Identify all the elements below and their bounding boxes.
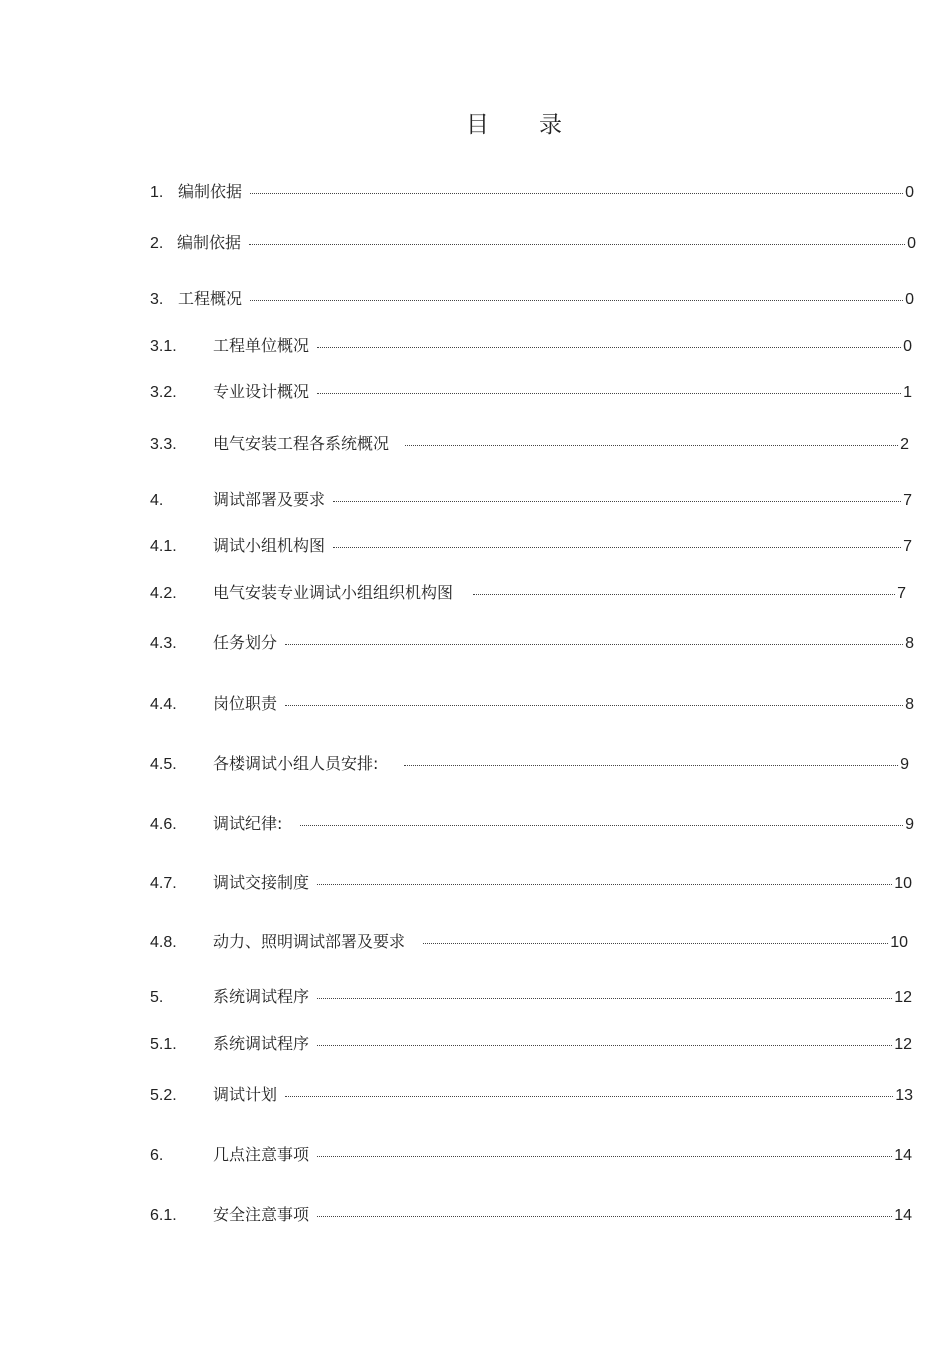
toc-entry[interactable] (150, 1034, 912, 1055)
toc-number: 6.1. (150, 1207, 177, 1224)
toc-entry[interactable] (150, 633, 914, 654)
toc-entry[interactable] (150, 336, 912, 357)
toc-number: 3. (150, 291, 164, 308)
toc-label: 编制依据 (177, 233, 242, 252)
toc-label: 动力、照明调试部署及要求 (213, 932, 406, 951)
toc-label: 调试交接制度 (213, 873, 310, 892)
toc-number: 1. (150, 184, 164, 201)
toc-page-number: 7 (897, 585, 906, 602)
toc-page-number: 8 (905, 696, 914, 713)
toc-page-number: 7 (903, 492, 912, 509)
toc-number: 2. (150, 235, 164, 252)
toc-entry[interactable] (150, 434, 909, 455)
dot-leader (317, 1156, 892, 1157)
dot-leader (317, 884, 892, 885)
toc-label: 系统调试程序 (213, 987, 310, 1006)
dot-leader (473, 594, 895, 595)
toc-number: 4.2. (150, 585, 177, 602)
toc-label: 各楼调试小组人员安排: (213, 754, 379, 773)
toc-number: 4.3. (150, 635, 177, 652)
toc-page-number: 7 (903, 538, 912, 555)
dot-leader (423, 943, 888, 944)
dot-leader (333, 501, 901, 502)
toc-page-number: 0 (905, 291, 914, 308)
toc-entry[interactable] (150, 987, 912, 1008)
toc-label: 调试小组机构图 (213, 536, 326, 555)
toc-entry[interactable] (150, 1085, 913, 1106)
toc-page-number: 14 (894, 1147, 912, 1164)
toc-entry[interactable] (150, 382, 912, 403)
toc-entry[interactable] (150, 583, 906, 604)
toc-page-number: 10 (890, 934, 908, 951)
toc-number: 4.6. (150, 816, 177, 833)
dot-leader (249, 244, 905, 245)
toc-page-number: 0 (907, 235, 916, 252)
dot-leader (300, 825, 903, 826)
dot-leader (405, 445, 898, 446)
toc-label: 专业设计概况 (213, 382, 310, 401)
toc-number: 5.2. (150, 1087, 177, 1104)
dot-leader (404, 765, 898, 766)
toc-entry[interactable] (150, 932, 908, 953)
toc-number: 3.3. (150, 436, 177, 453)
toc-label: 工程单位概况 (213, 336, 310, 355)
dot-leader (317, 1045, 892, 1046)
toc-number: 5.1. (150, 1036, 177, 1053)
toc-entry[interactable] (150, 490, 912, 511)
toc-label: 安全注意事项 (213, 1205, 310, 1224)
dot-leader (317, 1216, 892, 1217)
toc-entry[interactable] (150, 873, 912, 894)
dot-leader (285, 644, 903, 645)
dot-leader (317, 347, 901, 348)
toc-label: 工程概况 (178, 289, 243, 308)
toc-label: 电气安装工程各系统概况 (213, 434, 390, 453)
toc-page-number: 2 (900, 436, 909, 453)
toc-entry[interactable] (150, 289, 914, 310)
toc-number: 3.2. (150, 384, 177, 401)
toc-page-number: 1 (903, 384, 912, 401)
toc-page-number: 0 (903, 338, 912, 355)
dot-leader (333, 547, 901, 548)
toc-number: 4.4. (150, 696, 177, 713)
toc-number: 4. (150, 492, 164, 509)
toc-entry[interactable] (150, 536, 912, 557)
toc-page-number: 12 (894, 1036, 912, 1053)
page-title (0, 106, 950, 139)
toc-label: 任务划分 (213, 633, 278, 652)
toc-page-number: 9 (905, 816, 914, 833)
toc-label: 调试计划 (213, 1085, 278, 1104)
title-char-1: 目 (466, 112, 491, 138)
dot-leader (250, 300, 903, 301)
toc-page-number: 10 (894, 875, 912, 892)
toc-number: 5. (150, 989, 164, 1006)
toc-label: 电气安装专业调试小组组织机构图 (213, 583, 454, 602)
toc-label: 岗位职责 (213, 694, 278, 713)
dot-leader (285, 705, 903, 706)
dot-leader (285, 1096, 893, 1097)
toc-page-number: 13 (895, 1087, 913, 1104)
toc-page-number: 0 (905, 184, 914, 201)
toc-page-number: 14 (894, 1207, 912, 1224)
toc-page-number: 8 (905, 635, 914, 652)
toc-page-number: 9 (900, 756, 909, 773)
toc-entry[interactable] (150, 182, 914, 203)
toc-entry[interactable] (150, 814, 914, 835)
toc-label: 调试纪律: (213, 814, 283, 833)
dot-leader (317, 998, 892, 999)
toc-label: 系统调试程序 (213, 1034, 310, 1053)
toc-page-number: 12 (894, 989, 912, 1006)
toc-entry[interactable] (150, 1205, 912, 1226)
toc-entry[interactable] (150, 233, 916, 254)
toc-entry[interactable] (150, 1145, 912, 1166)
toc-number: 4.1. (150, 538, 177, 555)
toc-number: 4.8. (150, 934, 177, 951)
dot-leader (317, 393, 901, 394)
toc-number: 4.5. (150, 756, 177, 773)
dot-leader (250, 193, 903, 194)
toc-number: 4.7. (150, 875, 177, 892)
toc-number: 3.1. (150, 338, 177, 355)
toc-label: 编制依据 (178, 182, 243, 201)
title-char-2: 录 (539, 112, 564, 138)
toc-label: 调试部署及要求 (213, 490, 326, 509)
toc-number: 6. (150, 1147, 164, 1164)
toc-entry[interactable] (150, 754, 909, 775)
toc-entry[interactable] (150, 694, 914, 715)
toc-label: 几点注意事项 (213, 1145, 310, 1164)
